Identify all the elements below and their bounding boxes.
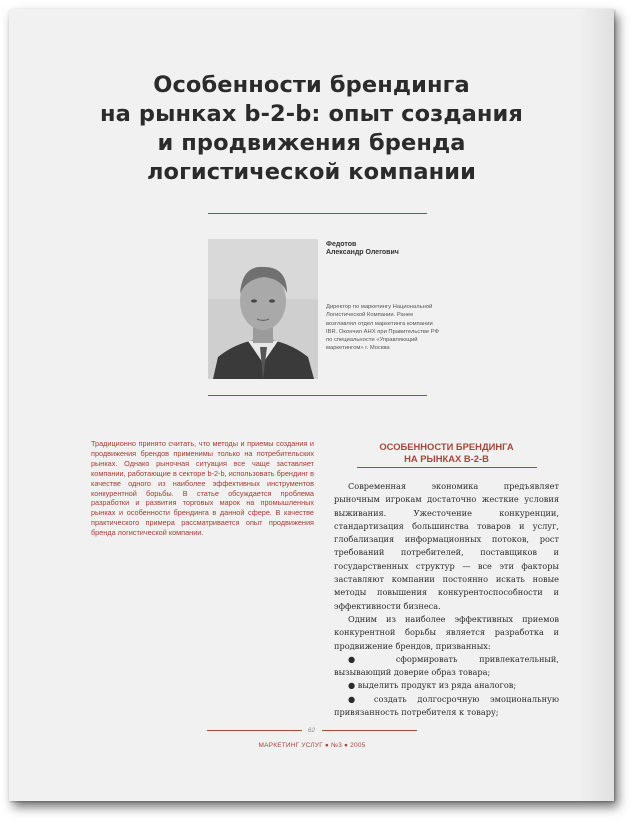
body-paragraph: Одним из наиболее эффективных приемов конкурентной борьбы является разработка и продвижение брендов, призванных: [334, 613, 559, 651]
author-bio: Директор по маркетингу Национальной Логистической Компании. Ранее возглавлял отдел маркетинга компании IBR. Окончил АНХ при Правительстве РФ по специальности «Управляющий маркетингом» г. Москва [326, 304, 439, 352]
magazine-page [9, 9, 614, 801]
title-line: Особенности брендинга [153, 72, 470, 98]
body-paragraph: Современная экономика предъявляет рыночным игрокам достаточно жесткие условия выживания. Ужесточение конкуренции, стандартизация большинства товаров и услуг, глобализация информационных потоков, рост требований потребителей, поставщиков и государственных структур — все эти факторы заставляют компании постоянно искать новые методы повышения конкурентоспособности и эффективности бизнеса. [334, 481, 559, 611]
author-name [326, 241, 436, 257]
title-line: и продвижения бренда [157, 130, 466, 156]
author-photo [208, 239, 318, 379]
section-heading [334, 441, 559, 465]
title-divider [208, 213, 427, 214]
title-line: на рынках b-2-b: опыт создания [100, 101, 523, 127]
section-heading-line: ОСОБЕННОСТИ БРЕНДИНГА [379, 441, 514, 452]
page-edge-shadow [578, 9, 614, 801]
article-body [334, 480, 559, 719]
author-surname: Федотов [326, 241, 357, 248]
section-heading-line: НА РЫНКАХ B-2-B [404, 453, 489, 464]
author-given-names: Александр Олегович [326, 249, 399, 256]
page-number: 62 [307, 727, 316, 734]
journal-footer: МАРКЕТИНГ УСЛУГ ● №3 ● 2005 [258, 742, 366, 749]
article-title [69, 71, 554, 187]
title-line: логистической компании [146, 159, 477, 185]
bullet-item: ● выделить продукт из ряда аналогов; [348, 680, 517, 691]
author-divider [208, 395, 427, 396]
article-abstract: Традиционно принято считать, что методы и приемы создания и продвижения брендов применимы только на потребительских рынках. Однако рыночная ситуация все чаще заставляет компании, работающие в секторе b-2-b, использовать брендинг в качестве одного из наиболее эффективных инструментов конкурентной борьбы. В статье обсуждается проблема разработки и развития торговых марок на промышленных рынках и особенности брендинга в данной сфере. В качестве практического примера рассматривается опыт продвижения бренда логистической компании. [91, 439, 314, 538]
bullet-item: ● создать долгосрочную эмоциональную привязанность потребителя к товару; [334, 693, 559, 718]
section-heading-underline [357, 467, 537, 468]
bullet-item: ● сформировать привлекательный, вызывающий доверие образ товара; [334, 653, 559, 678]
